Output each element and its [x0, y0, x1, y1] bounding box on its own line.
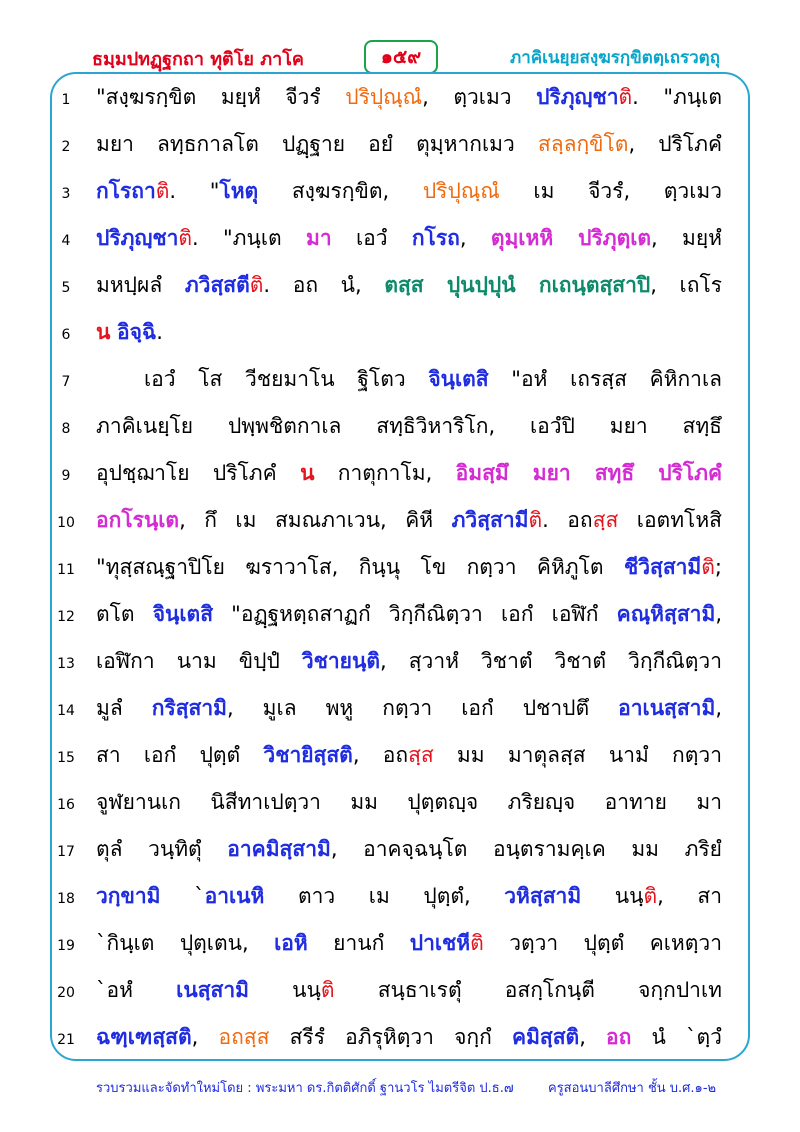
line-number: 5: [61, 280, 71, 296]
text-segment: ภาคิเนยฺโย ปพฺพชิตกาเล สทฺธิวิหาริโก, เอวํปิ มยา สทฺธึ: [96, 414, 722, 438]
text-segment: , อาคจฺฉนฺโต อนฺตรามคฺเค มม ภริยํ: [330, 837, 722, 861]
text-segment: "อหํ เถรสฺส คิหิกาเล: [488, 367, 723, 391]
text-segment: ,: [715, 696, 723, 720]
text-segment: , มยฺหํ: [651, 226, 723, 250]
text-segment: ติ: [701, 555, 715, 579]
text-segment: , ตฺวเมว: [422, 85, 537, 109]
text-segment: `กินฺเต ปุตฺเตน,: [96, 931, 275, 955]
text-segment: นนฺ: [581, 884, 644, 908]
line-text: [96, 267, 722, 303]
text-segment: นนฺ: [248, 978, 321, 1002]
line-number: 16: [57, 797, 75, 813]
text-line: [0, 831, 800, 867]
text-segment: ตสฺส ปุนปฺปุนํ กเถนฺตสฺสาปิ: [384, 273, 651, 297]
line-text: [96, 878, 722, 914]
text-segment: ติ: [320, 978, 335, 1002]
text-segment: อาคมิสฺสามิ: [227, 837, 331, 861]
text-segment: ติ: [155, 179, 170, 203]
text-segment: อกโรนฺเต: [96, 508, 180, 532]
text-line: [0, 549, 800, 585]
text-segment: อิจฺฉิ: [117, 320, 157, 344]
line-number: 13: [57, 656, 75, 672]
text-segment: วิชายนฺติ: [301, 649, 380, 673]
text-line: [0, 784, 800, 820]
text-segment: สนฺธาเรตุํ อสกฺโกนฺตี จกฺกปาเท: [334, 978, 722, 1002]
text-segment: อถสฺส: [218, 1025, 270, 1049]
text-segment: . "ภนฺเต: [192, 226, 306, 250]
text-segment: เนสฺสามิ: [176, 978, 249, 1002]
line-text: [96, 1019, 722, 1055]
text-segment: ,: [191, 1025, 219, 1049]
text-segment: จินฺเตสิ: [152, 602, 214, 626]
text-segment: สา เอกํ ปุตฺตํ: [96, 743, 264, 767]
line-number: 9: [61, 468, 71, 484]
text-segment: ,: [579, 1025, 607, 1049]
text-segment: ติ: [470, 931, 484, 955]
line-number: 4: [61, 233, 71, 249]
text-segment: เอตทโหสิ: [618, 508, 722, 532]
line-text: [96, 314, 722, 350]
line-number: 14: [57, 703, 75, 719]
text-segment: ตโต: [96, 602, 153, 626]
text-line: [0, 126, 800, 162]
text-segment: , สา: [657, 884, 722, 908]
text-line: [0, 79, 800, 115]
text-segment: , สฺวาหํ วิชาตํ วิชาตํ วิกฺกีณิตฺวา: [379, 649, 723, 673]
text-segment: ภวิสฺสตี: [184, 273, 250, 297]
line-number: 15: [57, 750, 75, 766]
text-segment: อาเนหิ: [204, 884, 265, 908]
text-segment: นํ `ตฺวํ: [631, 1025, 722, 1049]
text-segment: มา: [306, 226, 332, 250]
text-segment: เอหิ: [274, 931, 308, 955]
line-text: [96, 173, 722, 209]
text-segment: สลฺลกฺขิโต: [537, 132, 629, 156]
text-segment: จินฺเตสิ: [428, 367, 489, 391]
text-segment: วหิสฺสามิ: [504, 884, 582, 908]
line-text: [96, 925, 722, 961]
text-segment: .: [156, 320, 163, 344]
text-segment: "อฏฺฐหตฺถสาฏกํ วิกฺกีณิตฺวา เอกํ เอฬิกํ: [213, 602, 617, 626]
text-line: [0, 596, 800, 632]
text-line: [0, 643, 800, 679]
text-segment: ฉฑฺเฑสฺสติ: [96, 1025, 192, 1049]
text-segment: มยา ลทฺธกาลโต ปฏฺฐาย อยํ ตุมฺหากเมว: [96, 132, 538, 156]
text-segment: , อถ: [352, 743, 409, 767]
text-line: [0, 314, 800, 350]
text-segment: อาเนสฺสามิ: [618, 696, 716, 720]
line-number: 7: [61, 374, 71, 390]
chapter-title: ภาคิเนยฺยสงฺฆรกฺขิตตฺเถรวตฺถุ: [509, 48, 720, 68]
line-text: [96, 502, 722, 538]
text-segment: ติ: [643, 884, 658, 908]
text-segment: . "ภนฺเต: [632, 85, 722, 109]
line-number: 8: [61, 421, 71, 437]
text-segment: ปาเชหี: [409, 931, 471, 955]
text-segment: ติ: [528, 508, 543, 532]
line-text: [96, 455, 722, 491]
line-number: 12: [57, 609, 75, 625]
book-title: ธมฺมปทฏฺฐกถา ทุติโย ภาโค: [92, 49, 304, 70]
text-line: [0, 502, 800, 538]
text-line: [0, 972, 800, 1008]
text-line: [0, 361, 800, 397]
text-segment: เอฬิกา นาม ขิปฺปํ: [96, 649, 302, 673]
line-number: 20: [57, 985, 75, 1001]
line-text: [96, 79, 722, 115]
text-segment: มหปฺผลํ: [96, 273, 185, 297]
text-segment: . ": [169, 179, 220, 203]
line-text: [96, 784, 722, 820]
line-text: [96, 690, 722, 726]
text-segment: สฺส: [408, 743, 434, 767]
line-number: 19: [57, 938, 75, 954]
text-segment: . อถ นํ,: [263, 273, 385, 297]
text-segment: "สงฺฆรกฺขิต มยฺหํ จีวรํ: [96, 85, 346, 109]
text-segment: ปริภุญฺชา: [96, 226, 179, 250]
line-text: [96, 831, 722, 867]
text-segment: ,: [459, 226, 491, 250]
text-segment: วตฺวา ปุตฺตํ คเหตฺวา: [483, 931, 722, 955]
text-segment: สฺส: [592, 508, 619, 532]
line-number: 2: [61, 139, 71, 155]
text-segment: คณฺหิสฺสามิ: [616, 602, 716, 626]
line-number: 21: [57, 1032, 75, 1048]
line-text: [96, 126, 722, 162]
text-line: [0, 173, 800, 209]
text-segment: วิชายิสฺสติ: [263, 743, 353, 767]
text-segment: กริสฺสามิ: [151, 696, 227, 720]
text-segment: ,: [715, 602, 722, 626]
line-text: [144, 361, 722, 397]
line-number: 10: [57, 515, 75, 531]
text-segment: , ปริโภคํ: [628, 132, 722, 156]
text-line: [0, 455, 800, 491]
line-number: 11: [57, 562, 75, 578]
text-segment: ตาว เม ปุตฺตํ,: [264, 884, 505, 908]
line-text: [96, 220, 722, 256]
text-line: [0, 267, 800, 303]
text-segment: ปริปุณฺณํ: [422, 179, 500, 203]
text-segment: น: [96, 320, 111, 344]
text-segment: สงฺฆรกฺขิต,: [258, 179, 423, 203]
text-line: [0, 220, 800, 256]
text-segment: `: [160, 884, 205, 908]
text-segment: สรีรํ อภิรุหิตฺวา จกฺกํ: [269, 1025, 513, 1049]
text-segment: อุปชฺฌาโย ปริโภคํ: [96, 461, 301, 485]
text-segment: . อถ: [542, 508, 593, 532]
text-segment: , กึ เม สมณภาเวน, คิหี: [179, 508, 452, 532]
text-segment: อิมสฺมึ มยา สทฺธึ ปริโภคํ: [455, 461, 722, 485]
text-segment: คมิสฺสติ: [512, 1025, 580, 1049]
text-segment: ตุลํ วนฺทิตุํ: [96, 837, 228, 861]
text-segment: ภวิสฺสามี: [451, 508, 529, 532]
text-segment: จูฬยานเก นิสีทาเปตฺวา มม ปุตฺตญฺจ ภริยญฺจ อาทาย มา: [96, 790, 722, 814]
text-segment: ติ: [249, 273, 264, 297]
line-number: 17: [57, 844, 75, 860]
text-line: [0, 690, 800, 726]
text-segment: "ทุสฺสณฺฐาปิโย ฆราวาโส, กินฺนุ โข กตฺวา คิหิภูโต: [96, 555, 624, 579]
line-text: [96, 549, 722, 585]
line-text: [96, 737, 722, 773]
text-segment: โหตุ: [219, 179, 259, 203]
text-segment: ตุมฺเหหิ ปริภุตฺเต: [490, 226, 652, 250]
text-segment: ;: [714, 555, 722, 579]
line-number: 18: [57, 891, 75, 907]
line-text: [96, 972, 722, 1008]
text-segment: กาตุกาโม,: [314, 461, 456, 485]
text-segment: `อหํ: [96, 978, 177, 1002]
text-segment: ยานกํ: [307, 931, 410, 955]
text-segment: น: [300, 461, 315, 485]
line-number: 3: [61, 186, 71, 202]
footer-teacher: ครูสอนบาลีศึกษา ชั้น บ.ศ.๑-๒: [548, 1081, 717, 1096]
text-segment: ปริปุณฺณํ: [345, 85, 423, 109]
text-segment: วกฺขามิ: [96, 884, 161, 908]
text-segment: , เถโร: [650, 273, 722, 297]
line-text: [96, 643, 722, 679]
line-number: 6: [61, 327, 71, 343]
text-segment: ชีวิสฺสามี: [623, 555, 702, 579]
text-segment: มูลํ: [96, 696, 152, 720]
page-number: ๑๕๙: [364, 40, 438, 74]
footer-compiler: รวบรวมและจัดทำใหม่โดย : พระมหา ดร.กิตติศักดิ์ ฐานวโร ไมตรีจิต ป.ธ.๗: [96, 1081, 514, 1096]
text-segment: เอวํ โส วีชยมาโน ฐิโตว: [144, 367, 429, 391]
text-segment: กโรถ: [411, 226, 460, 250]
text-line: [0, 408, 800, 444]
text-line: [0, 737, 800, 773]
line-text: [96, 408, 722, 444]
text-line: [0, 925, 800, 961]
text-segment: ติ: [178, 226, 193, 250]
text-segment: ติ: [618, 85, 633, 109]
line-number: 1: [61, 92, 71, 108]
text-segment: เอวํ: [331, 226, 412, 250]
text-segment: , มูเล พหู กตฺวา เอกํ ปชาปตึ: [227, 696, 619, 720]
text-segment: ปริภุญฺชา: [536, 85, 619, 109]
text-segment: กโรถา: [96, 179, 156, 203]
text-line: [0, 1019, 800, 1055]
text-segment: มม มาตุลสฺส นามํ กตฺวา: [433, 743, 722, 767]
line-text: [96, 596, 722, 632]
text-segment: เม จีวรํ, ตฺวเมว: [499, 179, 723, 203]
text-segment: อถ: [606, 1025, 632, 1049]
text-line: [0, 878, 800, 914]
